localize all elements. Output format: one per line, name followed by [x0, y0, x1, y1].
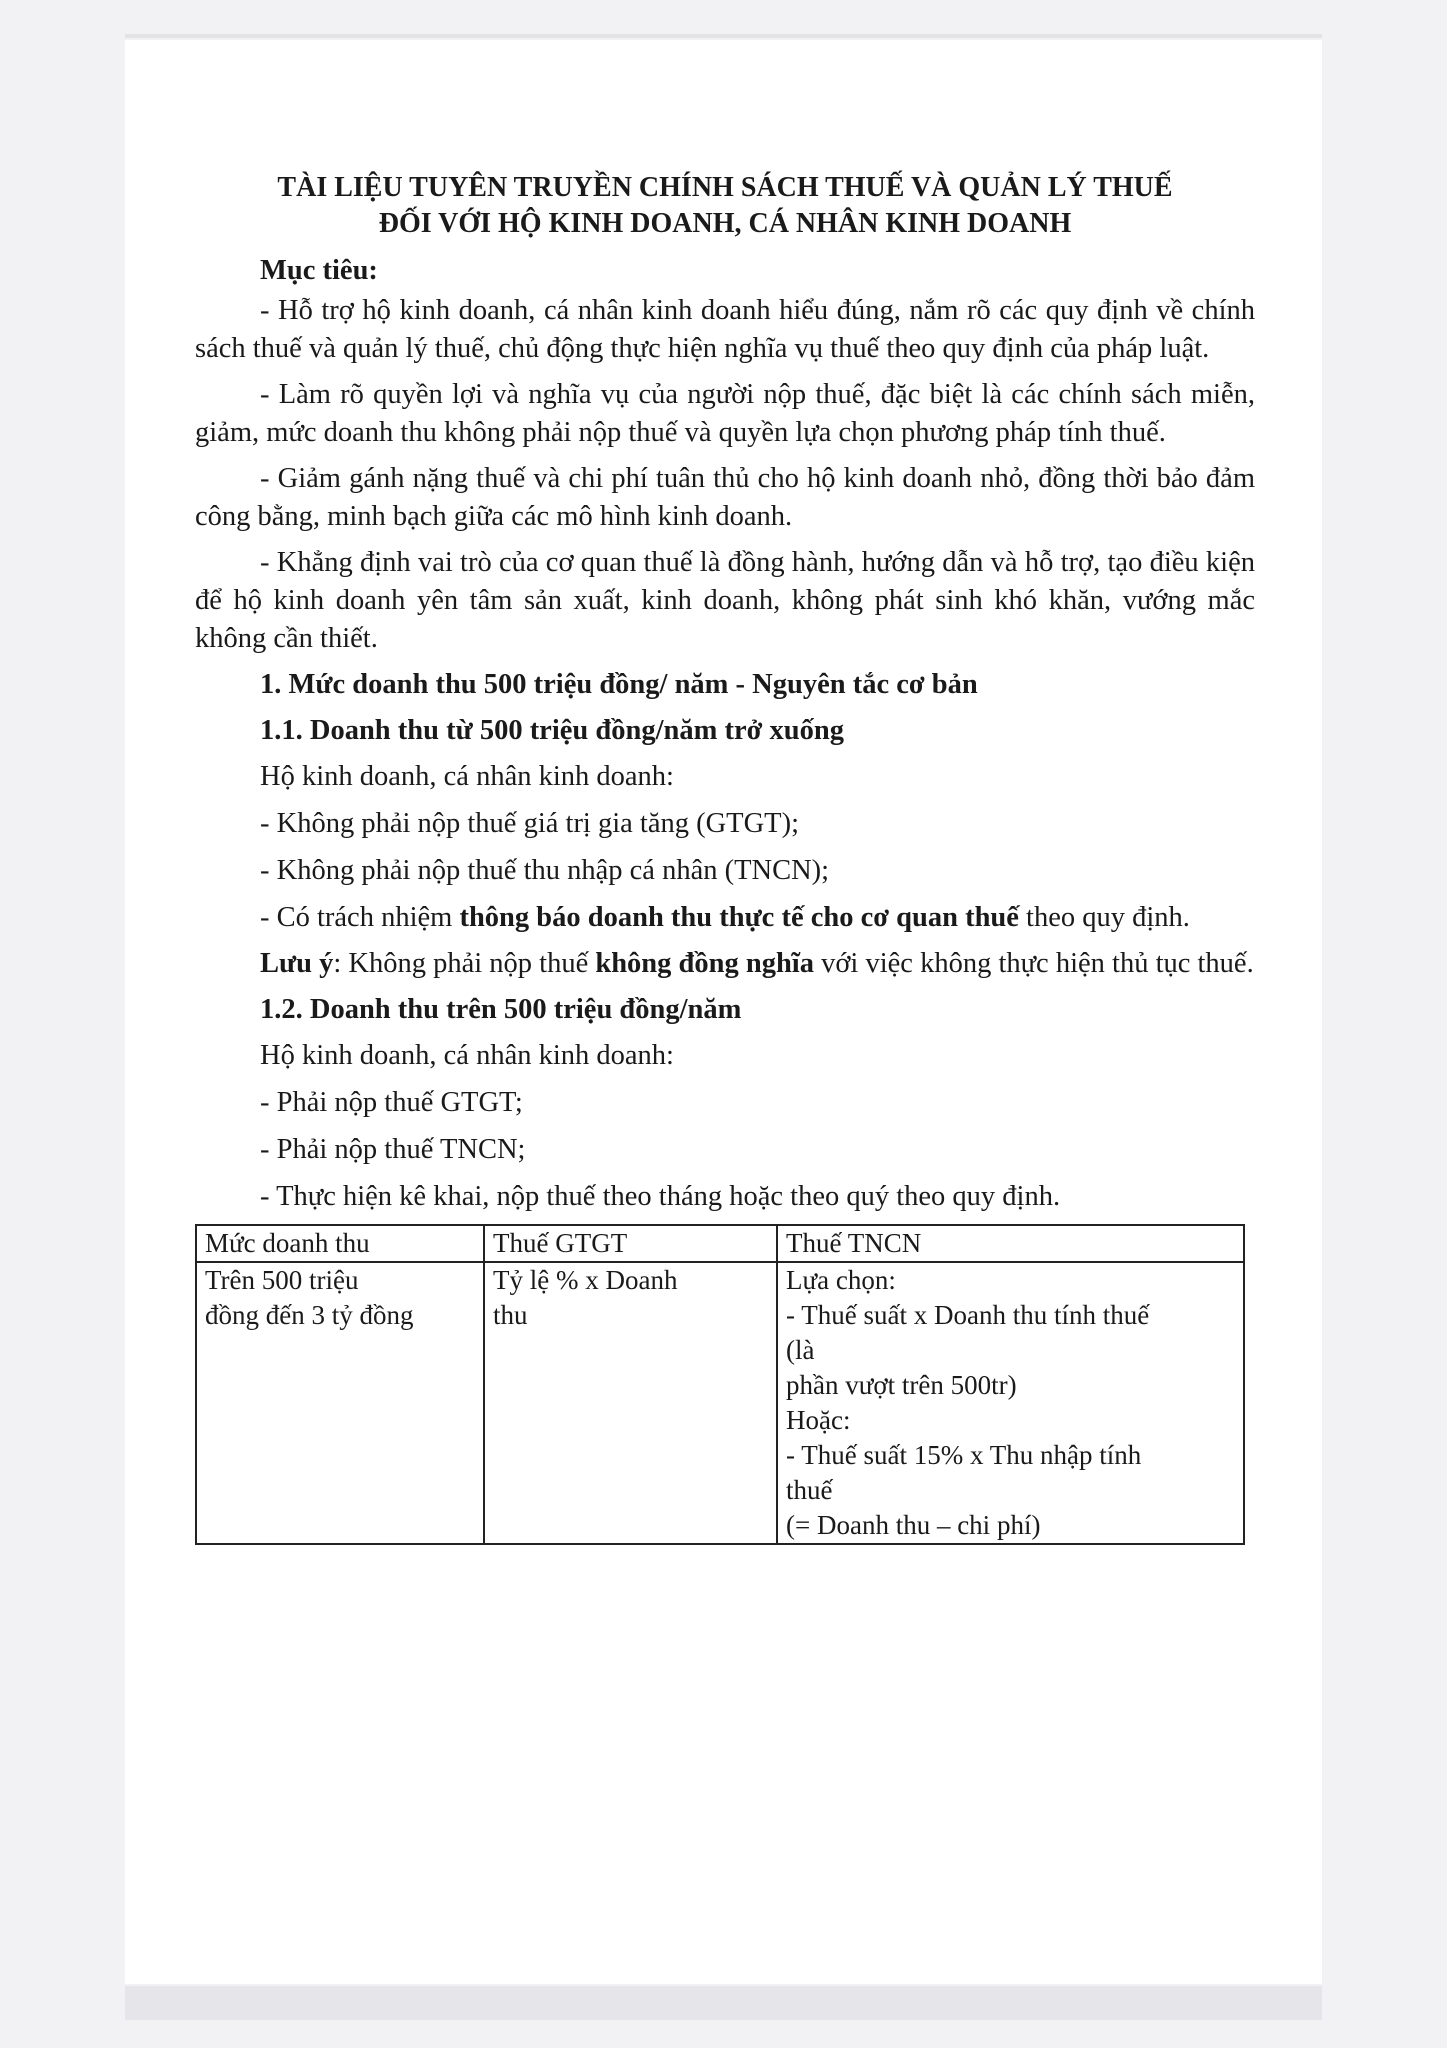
- table-header-cell: Mức doanh thu: [196, 1225, 484, 1262]
- list-item: - Không phải nộp thuế giá trị gia tăng (GTGT);: [260, 808, 799, 839]
- cell-text-line: (= Doanh thu – chi phí): [786, 1510, 1041, 1540]
- cell-text-line: Hoặc:: [786, 1405, 851, 1435]
- section-1-heading: 1. Mức doanh thu 500 triệu đồng/ năm - Nguyên tắc cơ bản: [260, 669, 978, 700]
- scan-bottom-edge: [125, 1986, 1322, 2020]
- note-text: với việc không thực hiện thủ tục thuế.: [813, 948, 1254, 979]
- objectives-heading: Mục tiêu:: [260, 255, 378, 286]
- list-item: - Phải nộp thuế TNCN;: [260, 1134, 526, 1165]
- section-1-1-heading: 1.1. Doanh thu từ 500 triệu đồng/năm trở xuống: [260, 715, 844, 746]
- cell-text-line: thuế: [786, 1475, 833, 1505]
- cell-text-line: Tỷ lệ % x Doanh: [493, 1265, 678, 1295]
- section-1-2-intro: Hộ kinh doanh, cá nhân kinh doanh:: [260, 1040, 674, 1071]
- scan-top-edge: [125, 34, 1322, 38]
- document-title: [195, 170, 1255, 242]
- objective-paragraph: - Làm rõ quyền lợi và nghĩa vụ của người nộp thuế, đặc biệt là các chính sách miễn, giảm, mức doanh thu không phải nộp thuế và quyền lựa chọn phương pháp tính thuế.: [195, 379, 1255, 448]
- table-header-cell: Thuế TNCN: [777, 1225, 1244, 1262]
- note-paragraph: [195, 945, 1255, 983]
- cell-text-line: (là: [786, 1335, 815, 1365]
- objective-paragraph: - Giảm gánh nặng thuế và chi phí tuân thủ cho hộ kinh doanh nhỏ, đồng thời bảo đảm công bằng, minh bạch giữa các mô hình kinh doanh.: [195, 463, 1255, 532]
- list-item-text: theo quy định.: [1018, 902, 1190, 933]
- list-item: - Phải nộp thuế GTGT;: [260, 1087, 523, 1118]
- list-item: [195, 899, 1255, 937]
- cell-text-line: Trên 500 triệu: [205, 1265, 359, 1295]
- list-item: - Không phải nộp thuế thu nhập cá nhân (TNCN);: [260, 855, 830, 886]
- emphasis-text: thông báo doanh thu thực tế cho cơ quan thuế: [459, 902, 1019, 933]
- table-header-cell: Thuế GTGT: [484, 1225, 777, 1262]
- document-page: [125, 40, 1322, 1984]
- cell-text-line: thu: [493, 1300, 528, 1330]
- title-line-1: TÀI LIỆU TUYÊN TRUYỀN CHÍNH SÁCH THUẾ VÀ QUẢN LÝ THUẾ: [277, 172, 1173, 203]
- cell-text-line: phần vượt trên 500tr): [786, 1370, 1017, 1400]
- section-1-2-heading: 1.2. Doanh thu trên 500 triệu đồng/năm: [260, 994, 742, 1025]
- cell-text-line: - Thuế suất x Doanh thu tính thuế: [786, 1300, 1150, 1330]
- table-cell-pit: [777, 1262, 1244, 1544]
- list-item: - Thực hiện kê khai, nộp thuế theo tháng hoặc theo quý theo quy định.: [260, 1181, 1061, 1212]
- table-row: [196, 1262, 1244, 1544]
- table-header-row: [196, 1225, 1244, 1262]
- objective-paragraph: - Khẳng định vai trò của cơ quan thuế là đồng hành, hướng dẫn và hỗ trợ, tạo điều kiện để hộ kinh doanh yên tâm sản xuất, kinh doanh, không phát sinh khó khăn, vướng mắc không cần thiết.: [195, 547, 1255, 654]
- section-1-1-intro: Hộ kinh doanh, cá nhân kinh doanh:: [260, 761, 674, 792]
- objective-paragraph: - Hỗ trợ hộ kinh doanh, cá nhân kinh doanh hiểu đúng, nắm rõ các quy định về chính sách thuế và quản lý thuế, chủ động thực hiện nghĩa vụ thuế theo quy định của pháp luật.: [195, 295, 1255, 364]
- document-content: [195, 170, 1255, 1545]
- cell-text-line: - Thuế suất 15% x Thu nhập tính: [786, 1440, 1142, 1470]
- tax-table: [195, 1224, 1245, 1545]
- note-label: Lưu ý: [260, 948, 334, 979]
- table-cell-revenue-level: [196, 1262, 484, 1544]
- note-text: : Không phải nộp thuế: [333, 948, 596, 979]
- list-item-text: - Có trách nhiệm: [260, 902, 460, 933]
- table-cell-vat: [484, 1262, 777, 1544]
- cell-text-line: Lựa chọn:: [786, 1265, 896, 1295]
- title-line-2: ĐỐI VỚI HỘ KINH DOANH, CÁ NHÂN KINH DOANH: [378, 208, 1072, 239]
- cell-text-line: đồng đến 3 tỷ đồng: [205, 1300, 414, 1330]
- emphasis-text: không đồng nghĩa: [595, 948, 814, 979]
